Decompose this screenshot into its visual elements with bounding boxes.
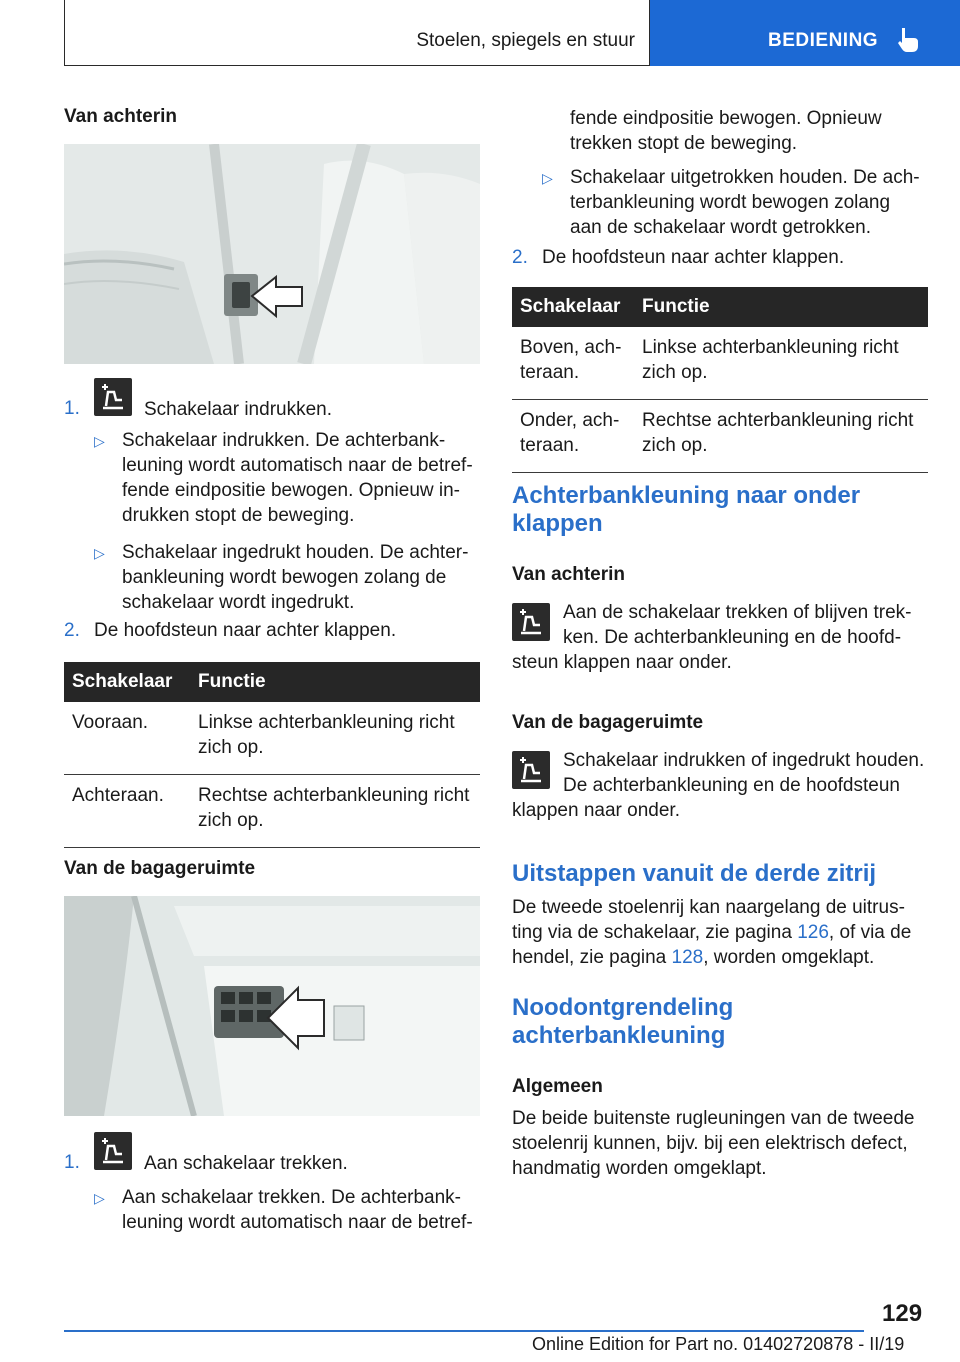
table-cell: Linkse achterbankleuning richt zich op.	[634, 327, 928, 400]
bullet-triangle-icon: ▷	[94, 433, 105, 449]
table-row	[512, 327, 928, 400]
bullet-line: trekken stopt de beweging.	[570, 133, 798, 154]
table-cell: Rechtse achterbankleuning richt zich op.	[634, 400, 928, 473]
footer-divider	[64, 1330, 864, 1332]
switch-function-table	[512, 287, 928, 473]
bullet-triangle-icon: ▷	[94, 545, 105, 561]
step-number: 1.	[64, 1152, 80, 1173]
body-line: klappen naar onder.	[512, 800, 680, 821]
body-line: De tweede stoelenrij kan naargelang de uitrus-	[512, 897, 905, 918]
body-line: stoelenrij kunnen, bijv. bij een elektrisch defect,	[512, 1133, 908, 1154]
bullet-line: Schakelaar uitgetrokken houden. De ach-	[570, 167, 920, 188]
body-line: steun klappen naar onder.	[512, 652, 732, 673]
bullet-line: fende eindpositie bewogen. Opnieuw	[570, 108, 882, 129]
table-cell: Achteraan.	[64, 775, 190, 848]
table-cell: Vooraan.	[64, 702, 190, 775]
page-link[interactable]: 126	[797, 922, 829, 943]
step-text: Schakelaar indrukken.	[144, 399, 332, 420]
bullet-line: Aan schakelaar trekken. De achterbank-	[122, 1187, 462, 1208]
edition-note: Online Edition for Part no. 01402720878 - II/19	[532, 1334, 905, 1354]
seat-switch-icon	[94, 378, 132, 416]
body-line: De achterbankleuning en de hoofdsteun	[563, 775, 900, 796]
subhead-trunk: Van de bagageruimte	[64, 858, 256, 879]
subhead-rear: Van achterin	[512, 564, 625, 585]
body-line: Schakelaar indrukken of ingedrukt houden.	[563, 750, 925, 771]
step-text: De hoofdsteun naar achter klappen.	[94, 620, 397, 641]
table-header: Functie	[190, 662, 480, 702]
rear-seat-photo	[64, 144, 480, 364]
bullet-line: leuning wordt automatisch naar de betref-	[122, 455, 473, 476]
page-link[interactable]: 128	[671, 947, 704, 968]
body-line: hendel, zie pagina 128, worden omgeklapt.	[512, 947, 875, 968]
seat-switch-icon	[94, 1132, 132, 1170]
bullet-line: aan de schakelaar wordt getrokken.	[570, 217, 872, 238]
body-line: De beide buitenste rugleuningen van de tweede	[512, 1108, 915, 1129]
table-cell: Rechtse achterbankleuning richt zich op.	[190, 775, 480, 848]
rear-seat-illustration	[64, 144, 480, 364]
body-line: ting via de schakelaar, zie pagina 126, of via de	[512, 922, 912, 943]
body-line: ken. De achterbankleuning en de hoofd-	[563, 627, 902, 648]
bullet-line: leuning wordt automatisch naar de betref-	[122, 1212, 473, 1233]
step-text: De hoofdsteun naar achter klappen.	[542, 247, 845, 268]
bullet-line: drukken stopt de beweging.	[122, 505, 355, 526]
trunk-illustration	[64, 896, 480, 1116]
header-section-box	[64, 0, 650, 66]
bullet-triangle-icon: ▷	[542, 170, 553, 186]
table-cell: Boven, ach- teraan.	[512, 327, 634, 400]
table-row	[64, 702, 480, 775]
table-cell: Linkse achterbankleuning richt zich op.	[190, 702, 480, 775]
step-text: Aan schakelaar trekken.	[144, 1153, 348, 1174]
table-row	[64, 775, 480, 848]
header-chapter-tab[interactable]	[650, 0, 960, 66]
body-line: Aan de schakelaar trekken of blijven trek-	[563, 602, 912, 623]
header-chapter-label: BEDIENING	[768, 30, 879, 51]
bullet-triangle-icon: ▷	[94, 1190, 105, 1206]
table-header: Schakelaar	[64, 662, 190, 702]
header-section-title: Stoelen, spiegels en stuur	[416, 30, 635, 51]
table-row	[512, 400, 928, 473]
table-header: Functie	[634, 287, 928, 327]
bullet-line: schakelaar wordt ingedrukt.	[122, 592, 355, 613]
seat-switch-icon	[512, 603, 550, 641]
bullet-line: Schakelaar indrukken. De achterbank-	[122, 430, 446, 451]
trunk-photo	[64, 896, 480, 1116]
subhead-general: Algemeen	[512, 1076, 603, 1097]
bullet-line: bankleuning wordt bewogen zolang de	[122, 567, 447, 588]
switch-function-table	[64, 662, 480, 848]
section-heading: Uitstappen vanuit de derde zitrij	[512, 860, 877, 887]
section-heading: Noodontgrendeling achterbankleuning	[512, 994, 734, 1049]
bullet-line: terbankleuning wordt bewogen zolang	[570, 192, 891, 213]
bullet-line: fende eindpositie bewogen. Opnieuw in-	[122, 480, 461, 501]
pointing-hand-icon	[896, 26, 920, 54]
step-number: 1.	[64, 398, 80, 419]
body-line: handmatig worden omgeklapt.	[512, 1158, 767, 1179]
page-number: 129	[882, 1300, 923, 1327]
subhead-trunk: Van de bagageruimte	[512, 712, 704, 733]
table-cell: Onder, ach- teraan.	[512, 400, 634, 473]
step-number: 2.	[512, 247, 528, 268]
bullet-line: Schakelaar ingedrukt houden. De achter-	[122, 542, 469, 563]
seat-switch-icon	[512, 751, 550, 789]
subhead-rear: Van achterin	[64, 106, 177, 127]
step-number: 2.	[64, 620, 80, 641]
table-header: Schakelaar	[512, 287, 634, 327]
section-heading: Achterbankleuning naar onder klappen	[512, 482, 861, 537]
